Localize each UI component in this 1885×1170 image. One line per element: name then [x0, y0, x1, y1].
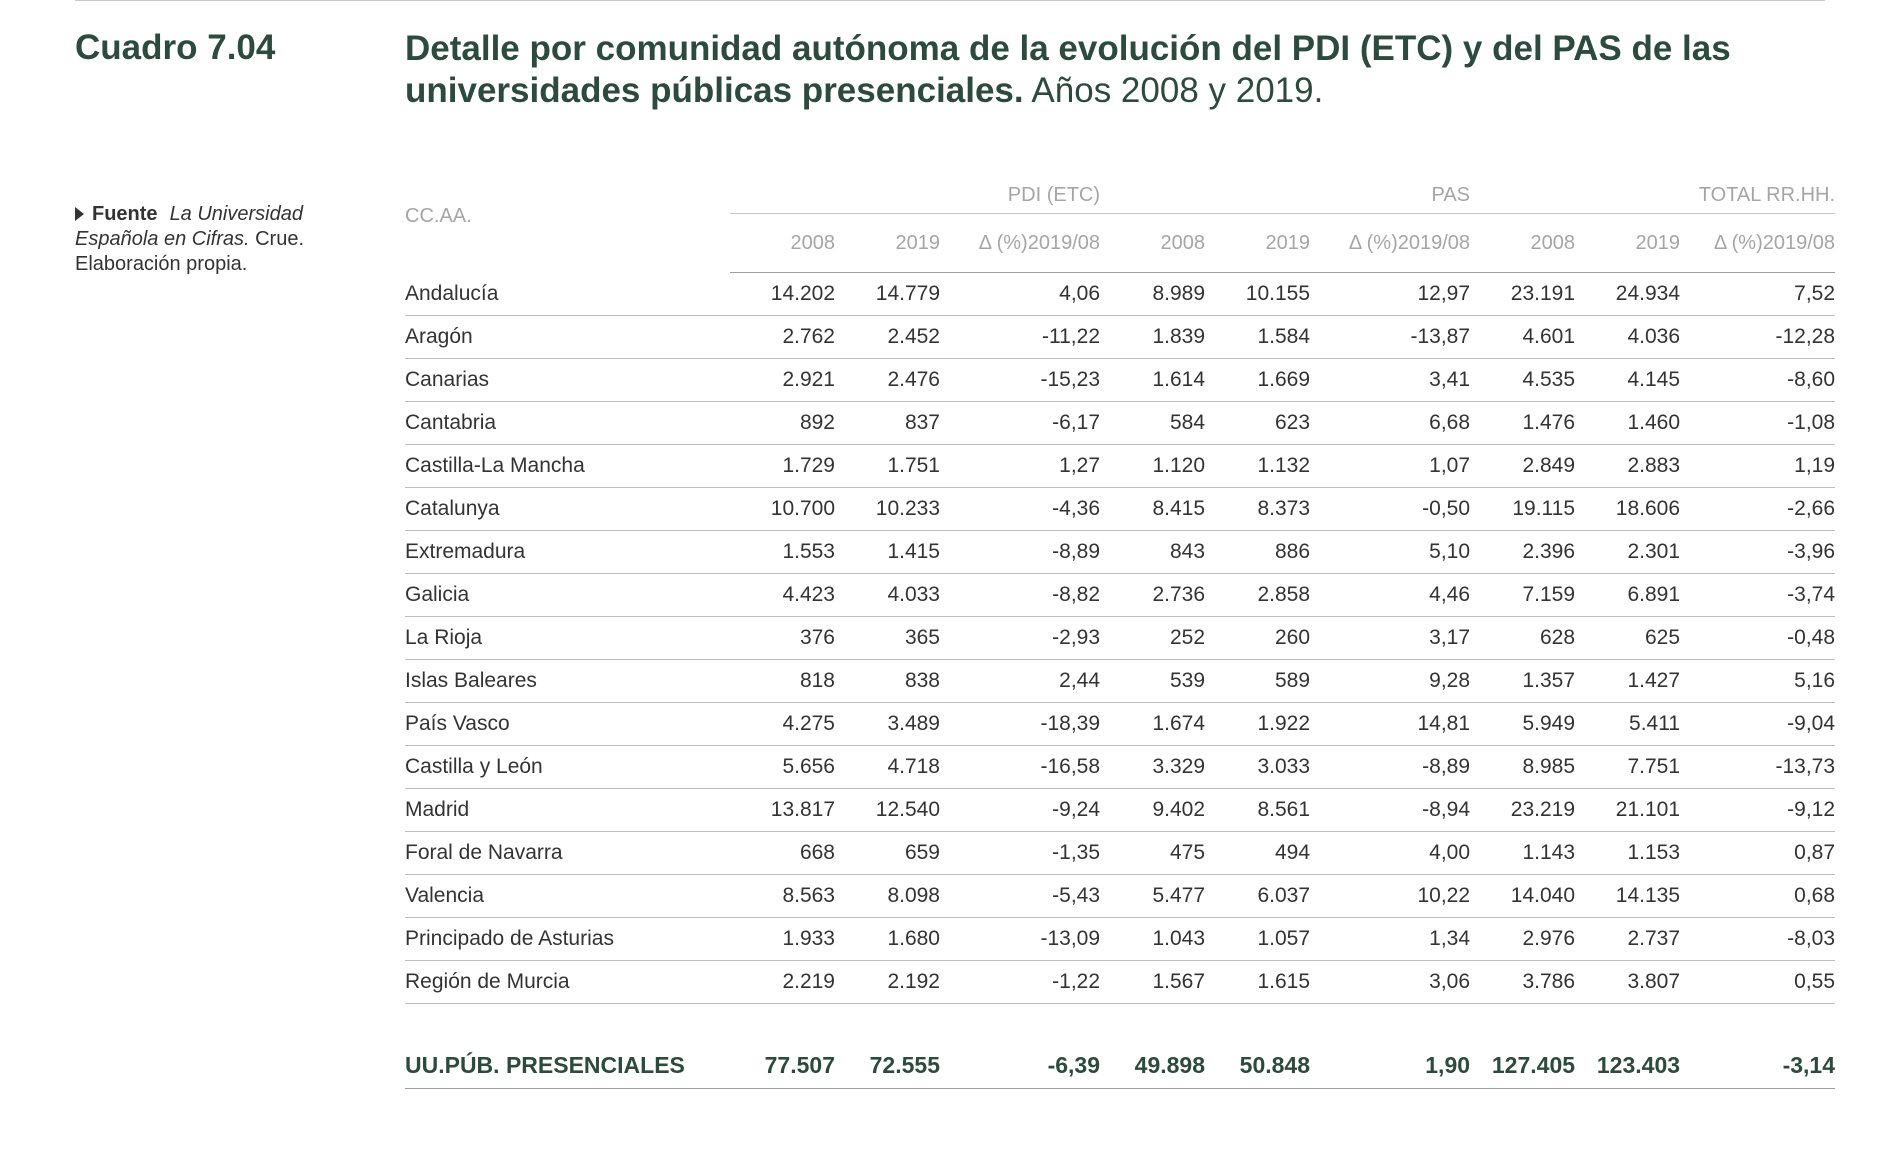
table-cell: 2.976 [1470, 918, 1575, 961]
table-cell: -15,23 [940, 359, 1100, 402]
table-row [405, 402, 1835, 445]
table-cell: 9,28 [1310, 660, 1470, 703]
table-cell: 21.101 [1575, 789, 1680, 832]
spacer-row [405, 1004, 1835, 1043]
table-cell: -8,89 [940, 531, 1100, 574]
table-cell: 1,27 [940, 445, 1100, 488]
table-cell: 23.191 [1470, 273, 1575, 316]
table-cell: 837 [835, 402, 940, 445]
table-cell: 625 [1575, 617, 1680, 660]
table-row [405, 574, 1835, 617]
col-header: Δ (%)2019/08 [1680, 214, 1835, 273]
source-note [75, 202, 375, 277]
table-cell: 4.145 [1575, 359, 1680, 402]
table-cell: 3,41 [1310, 359, 1470, 402]
table-cell: 2.762 [730, 316, 835, 359]
group-header-pas: PAS [1100, 175, 1470, 214]
table-cell: 4.036 [1575, 316, 1680, 359]
table-cell: 260 [1205, 617, 1310, 660]
table-cell: -8,94 [1310, 789, 1470, 832]
table-cell: -6,39 [940, 1042, 1100, 1089]
table-cell: 365 [835, 617, 940, 660]
table-cell: 1.143 [1470, 832, 1575, 875]
table-row [405, 617, 1835, 660]
table-cell: 4,46 [1310, 574, 1470, 617]
table-cell: 1.729 [730, 445, 835, 488]
table-cell: 584 [1100, 402, 1205, 445]
region-name: Castilla-La Mancha [405, 445, 730, 488]
table-cell: 1.669 [1205, 359, 1310, 402]
table-cell: -0,50 [1310, 488, 1470, 531]
table-cell: 4.275 [730, 703, 835, 746]
table-cell: 892 [730, 402, 835, 445]
table-cell: -13,73 [1680, 746, 1835, 789]
table-cell: 12.540 [835, 789, 940, 832]
table-row [405, 660, 1835, 703]
col-header: 2008 [1470, 214, 1575, 273]
group-header-pdi: PDI (ETC) [730, 175, 1100, 214]
table-cell: 12,97 [1310, 273, 1470, 316]
table-cell: 1.584 [1205, 316, 1310, 359]
table-cell: 0,87 [1680, 832, 1835, 875]
table-cell: 1,07 [1310, 445, 1470, 488]
table-row [405, 703, 1835, 746]
table-cell: -11,22 [940, 316, 1100, 359]
col-header-ccaa: CC.AA. [405, 205, 472, 227]
table-cell: 14.202 [730, 273, 835, 316]
region-name: Andalucía [405, 273, 730, 316]
table-cell: -9,04 [1680, 703, 1835, 746]
table-cell: 8.985 [1470, 746, 1575, 789]
table-cell: 2.396 [1470, 531, 1575, 574]
table-cell: 7,52 [1680, 273, 1835, 316]
table-cell: -3,14 [1680, 1042, 1835, 1089]
table-cell: 1.132 [1205, 445, 1310, 488]
table-cell: 1.567 [1100, 961, 1205, 1004]
table-row [405, 746, 1835, 789]
table-cell: 3,17 [1310, 617, 1470, 660]
table-body [405, 273, 1835, 1089]
table-cell: 252 [1100, 617, 1205, 660]
table-cell: 4.033 [835, 574, 940, 617]
table-cell: 2.883 [1575, 445, 1680, 488]
table-cell: 843 [1100, 531, 1205, 574]
data-table-wrap [405, 175, 1835, 1089]
table-cell: 7.751 [1575, 746, 1680, 789]
region-name: Islas Baleares [405, 660, 730, 703]
table-cell: 10.155 [1205, 273, 1310, 316]
table-cell: -16,58 [940, 746, 1100, 789]
table-cell: -1,08 [1680, 402, 1835, 445]
table-cell: 123.403 [1575, 1042, 1680, 1089]
table-cell: 4.423 [730, 574, 835, 617]
table-cell: 1.615 [1205, 961, 1310, 1004]
table-cell: 2,44 [940, 660, 1100, 703]
table-cell: 2.858 [1205, 574, 1310, 617]
table-cell: -9,12 [1680, 789, 1835, 832]
table-cell: -13,87 [1310, 316, 1470, 359]
table-row [405, 789, 1835, 832]
table-cell: 14.040 [1470, 875, 1575, 918]
total-row [405, 1042, 1835, 1089]
table-cell: 5,10 [1310, 531, 1470, 574]
table-cell: -13,09 [940, 918, 1100, 961]
table-cell: 19.115 [1470, 488, 1575, 531]
table-cell: -4,36 [940, 488, 1100, 531]
col-header: 2019 [1205, 214, 1310, 273]
table-cell: 13.817 [730, 789, 835, 832]
data-table [405, 175, 1835, 1089]
region-name: Castilla y León [405, 746, 730, 789]
table-cell: 2.476 [835, 359, 940, 402]
table-cell: 1.614 [1100, 359, 1205, 402]
table-cell: 6,68 [1310, 402, 1470, 445]
table-cell: -5,43 [940, 875, 1100, 918]
table-cell: 14.135 [1575, 875, 1680, 918]
table-cell: 1.427 [1575, 660, 1680, 703]
table-cell: 1.153 [1575, 832, 1680, 875]
table-number: Cuadro 7.04 [75, 28, 276, 67]
table-cell: 659 [835, 832, 940, 875]
table-row [405, 488, 1835, 531]
region-name: UU.PÚB. PRESENCIALES [405, 1042, 730, 1089]
table-cell: 8.563 [730, 875, 835, 918]
col-header: 2019 [1575, 214, 1680, 273]
table-cell: -0,48 [1680, 617, 1835, 660]
region-name: Catalunya [405, 488, 730, 531]
table-cell: 8.561 [1205, 789, 1310, 832]
table-row [405, 918, 1835, 961]
table-cell: 1,34 [1310, 918, 1470, 961]
triangle-bullet-icon [75, 207, 84, 221]
page-title [405, 28, 1805, 112]
table-cell: 1.057 [1205, 918, 1310, 961]
table-cell: 494 [1205, 832, 1310, 875]
table-cell: 8.098 [835, 875, 940, 918]
region-name: Cantabria [405, 402, 730, 445]
table-cell: -8,60 [1680, 359, 1835, 402]
region-name: La Rioja [405, 617, 730, 660]
table-cell: 3.489 [835, 703, 940, 746]
table-cell: 10.233 [835, 488, 940, 531]
table-cell: 7.159 [1470, 574, 1575, 617]
table-cell: 623 [1205, 402, 1310, 445]
table-row [405, 445, 1835, 488]
table-cell: -6,17 [940, 402, 1100, 445]
table-cell: 3,06 [1310, 961, 1470, 1004]
table-cell: 3.033 [1205, 746, 1310, 789]
col-header: Δ (%)2019/08 [940, 214, 1100, 273]
table-cell: -1,35 [940, 832, 1100, 875]
table-row [405, 359, 1835, 402]
table-cell: 10,22 [1310, 875, 1470, 918]
table-cell: 1,19 [1680, 445, 1835, 488]
table-cell: 1.460 [1575, 402, 1680, 445]
region-name: Principado de Asturias [405, 918, 730, 961]
table-cell: 2.452 [835, 316, 940, 359]
table-cell: 0,68 [1680, 875, 1835, 918]
region-name: Foral de Navarra [405, 832, 730, 875]
table-cell: 23.219 [1470, 789, 1575, 832]
table-cell: 1.415 [835, 531, 940, 574]
table-cell: -2,93 [940, 617, 1100, 660]
table-row [405, 832, 1835, 875]
table-cell: 6.891 [1575, 574, 1680, 617]
table-cell: 2.301 [1575, 531, 1680, 574]
table-cell: 1.476 [1470, 402, 1575, 445]
table-cell: -3,96 [1680, 531, 1835, 574]
table-cell: 539 [1100, 660, 1205, 703]
table-cell: 2.192 [835, 961, 940, 1004]
table-cell: 838 [835, 660, 940, 703]
table-cell: -3,74 [1680, 574, 1835, 617]
source-rest: Crue. Elaboración propia. [75, 228, 305, 275]
table-cell: 1.120 [1100, 445, 1205, 488]
table-row [405, 961, 1835, 1004]
table-cell: 2.219 [730, 961, 835, 1004]
region-name: Aragón [405, 316, 730, 359]
table-cell: 1.674 [1100, 703, 1205, 746]
title-years: Años 2008 y 2019. [1031, 71, 1324, 110]
table-cell: 72.555 [835, 1042, 940, 1089]
table-cell: 5.411 [1575, 703, 1680, 746]
table-cell: 2.736 [1100, 574, 1205, 617]
table-cell: 0,55 [1680, 961, 1835, 1004]
table-cell: 8.989 [1100, 273, 1205, 316]
table-cell: 77.507 [730, 1042, 835, 1089]
region-name: Canarias [405, 359, 730, 402]
region-name: Valencia [405, 875, 730, 918]
table-cell: 2.921 [730, 359, 835, 402]
region-name: Madrid [405, 789, 730, 832]
region-name: Región de Murcia [405, 961, 730, 1004]
table-cell: 14,81 [1310, 703, 1470, 746]
col-header: 2019 [835, 214, 940, 273]
top-rule [75, 0, 1825, 1]
title-bold: Detalle por comunidad autónoma de la evolución del PDI (ETC) y del PAS de las universidades públicas presenciales. [405, 29, 1731, 110]
table-cell: 4.718 [835, 746, 940, 789]
region-name: Extremadura [405, 531, 730, 574]
source-publication: La Universidad Española en Cifras. [75, 203, 303, 250]
table-cell: 6.037 [1205, 875, 1310, 918]
table-cell: 1.680 [835, 918, 940, 961]
table-cell: 14.779 [835, 273, 940, 316]
region-name: País Vasco [405, 703, 730, 746]
table-cell: 5.656 [730, 746, 835, 789]
table-cell: 3.807 [1575, 961, 1680, 1004]
table-cell: 4.535 [1470, 359, 1575, 402]
table-row [405, 875, 1835, 918]
table-cell: 1.933 [730, 918, 835, 961]
group-header-total: TOTAL RR.HH. [1470, 175, 1835, 214]
table-cell: -8,89 [1310, 746, 1470, 789]
table-cell: 8.373 [1205, 488, 1310, 531]
table-cell: 4,00 [1310, 832, 1470, 875]
region-name: Galicia [405, 574, 730, 617]
table-cell: -8,82 [940, 574, 1100, 617]
table-row [405, 316, 1835, 359]
table-cell: -8,03 [1680, 918, 1835, 961]
table-cell: -18,39 [940, 703, 1100, 746]
table-cell: 4.601 [1470, 316, 1575, 359]
table-cell: 668 [730, 832, 835, 875]
table-cell: 1.357 [1470, 660, 1575, 703]
table-cell: 24.934 [1575, 273, 1680, 316]
table-cell: 3.786 [1470, 961, 1575, 1004]
table-cell: 2.849 [1470, 445, 1575, 488]
table-cell: -9,24 [940, 789, 1100, 832]
table-row [405, 531, 1835, 574]
table-cell: 886 [1205, 531, 1310, 574]
col-header: 2008 [730, 214, 835, 273]
table-cell: 3.329 [1100, 746, 1205, 789]
table-cell: -1,22 [940, 961, 1100, 1004]
table-cell: -12,28 [1680, 316, 1835, 359]
table-cell: 2.737 [1575, 918, 1680, 961]
spacer-cell [405, 1004, 1835, 1043]
table-cell: 1.922 [1205, 703, 1310, 746]
table-cell: 1.751 [835, 445, 940, 488]
table-cell: 9.402 [1100, 789, 1205, 832]
table-cell: 589 [1205, 660, 1310, 703]
table-cell: 1.839 [1100, 316, 1205, 359]
source-label: Fuente [92, 203, 158, 225]
table-cell: 10.700 [730, 488, 835, 531]
table-cell: 18.606 [1575, 488, 1680, 531]
table-cell: 628 [1470, 617, 1575, 660]
table-cell: 127.405 [1470, 1042, 1575, 1089]
table-cell: 5.949 [1470, 703, 1575, 746]
table-cell: 818 [730, 660, 835, 703]
table-cell: 4,06 [940, 273, 1100, 316]
table-cell: 49.898 [1100, 1042, 1205, 1089]
table-cell: 8.415 [1100, 488, 1205, 531]
table-row [405, 273, 1835, 316]
col-header: Δ (%)2019/08 [1310, 214, 1470, 273]
table-cell: 50.848 [1205, 1042, 1310, 1089]
table-cell: 1,90 [1310, 1042, 1470, 1089]
table-cell: 5.477 [1100, 875, 1205, 918]
col-header: 2008 [1100, 214, 1205, 273]
table-cell: -2,66 [1680, 488, 1835, 531]
table-cell: 376 [730, 617, 835, 660]
table-cell: 1.043 [1100, 918, 1205, 961]
table-cell: 1.553 [730, 531, 835, 574]
table-cell: 475 [1100, 832, 1205, 875]
table-cell: 5,16 [1680, 660, 1835, 703]
